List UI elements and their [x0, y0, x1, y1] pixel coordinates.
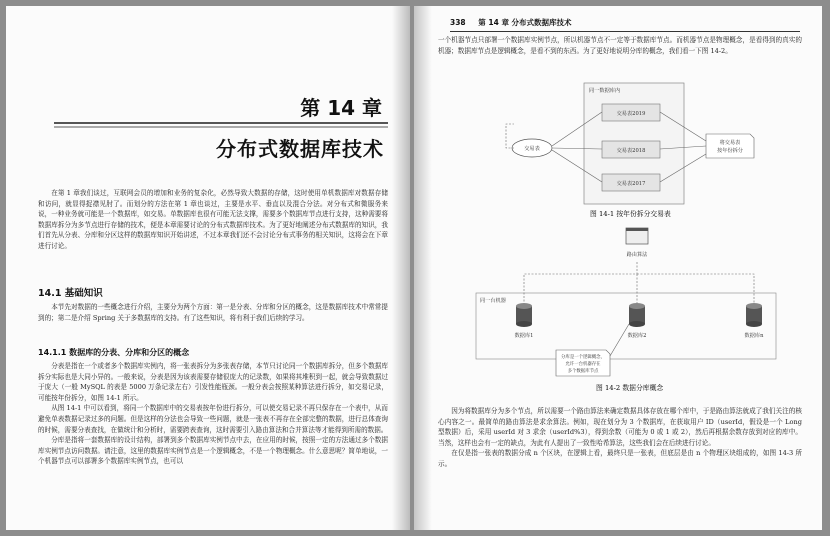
chapter-title: 分布式数据库技术 [216, 137, 384, 161]
paragraph-sharding-tables: 分表是指在一个或者多个数据库实例内，将一张表拆分为多张表存储，本节只讨论同一个数据库拆分，但多个数据库拆分实际也是大同小异的。一般来说，分表是因为该表需要存储很庞大的记录数，如果将其堆积到一起，就会导致数据过于庞大（一般 MySQL 的表是 5000 万条记录左右）引发性能瓶颈。一般分表会按照某种算法进行拆分，如交易记录，可能按年份拆分，如图 14-1 所示。 [38, 362, 388, 402]
db-note-line3: 多个数据库节点 [567, 369, 599, 374]
db2-cylinder [629, 303, 645, 327]
paragraph-routing: 因为将数据库分为多个节点，所以需要一个路由算法来确定数据具体存放在哪个库中，于是路由算法就成了我们关注的核心内容之一。最简单的路由算法是求余算法。例如，现在划分为 3 个数据库，在获取用户 ID（userId，假设是一个 Long 型数据）后，采用 userId 对 3 求余（userId%3），得到余数（可能为 0 或 1 或 2），然后再根据余数存放到对应的库中。当然，这样也会有一定的缺点，为此有人提出了一致性哈希算法，这些我们会在后续进行讨论。 [438, 407, 802, 447]
chapter-number: 第 14 章 [300, 96, 382, 120]
dbn-cylinder [746, 303, 762, 327]
split-note-box [706, 134, 754, 158]
table-2017-label: 交易表2017 [616, 181, 646, 187]
route-to-dbn [637, 274, 754, 304]
body-paragraphs [38, 361, 388, 467]
spine-shadow [414, 6, 432, 530]
top-paragraph: 一个机器节点只部署一个数据库实例节点，所以机器节点不一定等于数据库节点。而机器节点是物理概念，是看得到的真实的机器；数据库节点是逻辑概念，是看不到的东西。为了更好地说明分库的概念，我们看一下图 14-2。 [438, 36, 802, 55]
left-page [6, 6, 410, 530]
routing-window-titlebar [626, 228, 648, 231]
db1-label: 数据库1 [514, 333, 534, 339]
machine-label: 同一台机器 [480, 298, 506, 304]
figure-2-caption: 图 14-2 数据分库概念 [596, 384, 664, 392]
chapter-rule [54, 122, 388, 128]
figures-svg [414, 6, 822, 406]
left-connector [506, 124, 514, 148]
section-heading: 14.1 基础知识 [38, 288, 103, 299]
db-note-line2: 允许一台机器存在 [565, 362, 601, 367]
figure-1-caption: 图 14-1 按年份拆分交易表 [590, 210, 671, 218]
table-2018-label: 交易表2018 [616, 148, 646, 154]
paragraph-sharding-db: 分库是指将一套数据库的设计结构，部署到多个数据库实例节点中去，在应用的时候，按照一定的方法通过多个数据库实例节点访问数据。请注意，这里的数据库实例节点是一个逻辑概念，不是一个物理概念。什么意思呢？简单地说，一个机器节点可以部署多个数据库实例节点，也可以 [38, 436, 388, 466]
running-title: 第 14 章 分布式数据库技术 [478, 18, 572, 27]
section-paragraph: 本节先对数据的一些概念进行介绍，主要分为两个方面：第一是分表、分库和分区的概念，这是数据库技术中常常提到的；第二是介绍 Spring 关于多数据库的支持。有了这些知识，将有利于我们后续的学习。 [38, 303, 388, 322]
split-note-line2: 按年份拆分 [717, 148, 743, 154]
table-2019-label: 交易表2019 [616, 111, 646, 117]
db-instance-label: 同一数据库内 [589, 88, 621, 94]
page-number: 338 [450, 18, 466, 27]
dbn-label: 数据库n [744, 333, 764, 339]
routing-label: 路由算法 [626, 252, 648, 258]
paragraph-partition: 在仅是指一张表的数据分成 n 个区块，在逻辑上看，最终只是一张表，但底层是由 n 个物理区块组成的，如图 14-3 所示。 [438, 449, 802, 468]
intro-paragraph: 在第 1 章我们谈过，互联网会员的增加和业务的复杂化，必然导致大数据的存储，这时使用单机数据库对数据存储和访问，就显得捉襟见肘了。而划分的方法在第 1 章也谈过，主要是水平、垂直以及混合分法。对分布式和微服务来说，一种业务就可能是一个数据库，如交易。单数据库也很有可能无法支撑，需要多个数据库节点进行支持，这种需要将数据库拆分为多节点进行存储的技术，便是本章需要讨论的分布式数据库技术。为了更好地阐述分布式数据库的知识，我们首先从分表、分库和分区这样的数据库知识开始讲述，不过本章我们还不会讨论分布式事务的相关知识，这将会在下章进行讨论。 [38, 189, 388, 250]
paragraph-table-problems: 从图 14-1 中可以看到，将同一个数据库中的交易表按年份进行拆分，可以使交易记录不再只保存在一个表中，从而避免单表数据记录过多的问题。但是这样的分法也会导致一些问题，就是一张表不再存在全部完整的数据，进行总体查询的时候，需要分表查找，在做统计和分析时，需要跨表查询，这时需要引入路由算法和合并算法等才能得到所需的数据。 [38, 404, 388, 434]
db-note-line1: 分库是一个逻辑概念， [561, 355, 605, 360]
trade-table-label: 交易表 [524, 146, 540, 152]
right-page [414, 6, 822, 530]
db2-label: 数据库2 [627, 333, 647, 339]
db1-cylinder [516, 303, 532, 327]
db-note-pointer [610, 324, 629, 356]
routing-paragraphs [438, 406, 802, 470]
spine-shadow [392, 6, 410, 530]
route-to-db1 [524, 262, 637, 304]
subsection-heading: 14.1.1 数据库的分表、分库和分区的概念 [38, 348, 190, 357]
split-note-line1: 将交易表 [719, 140, 741, 146]
